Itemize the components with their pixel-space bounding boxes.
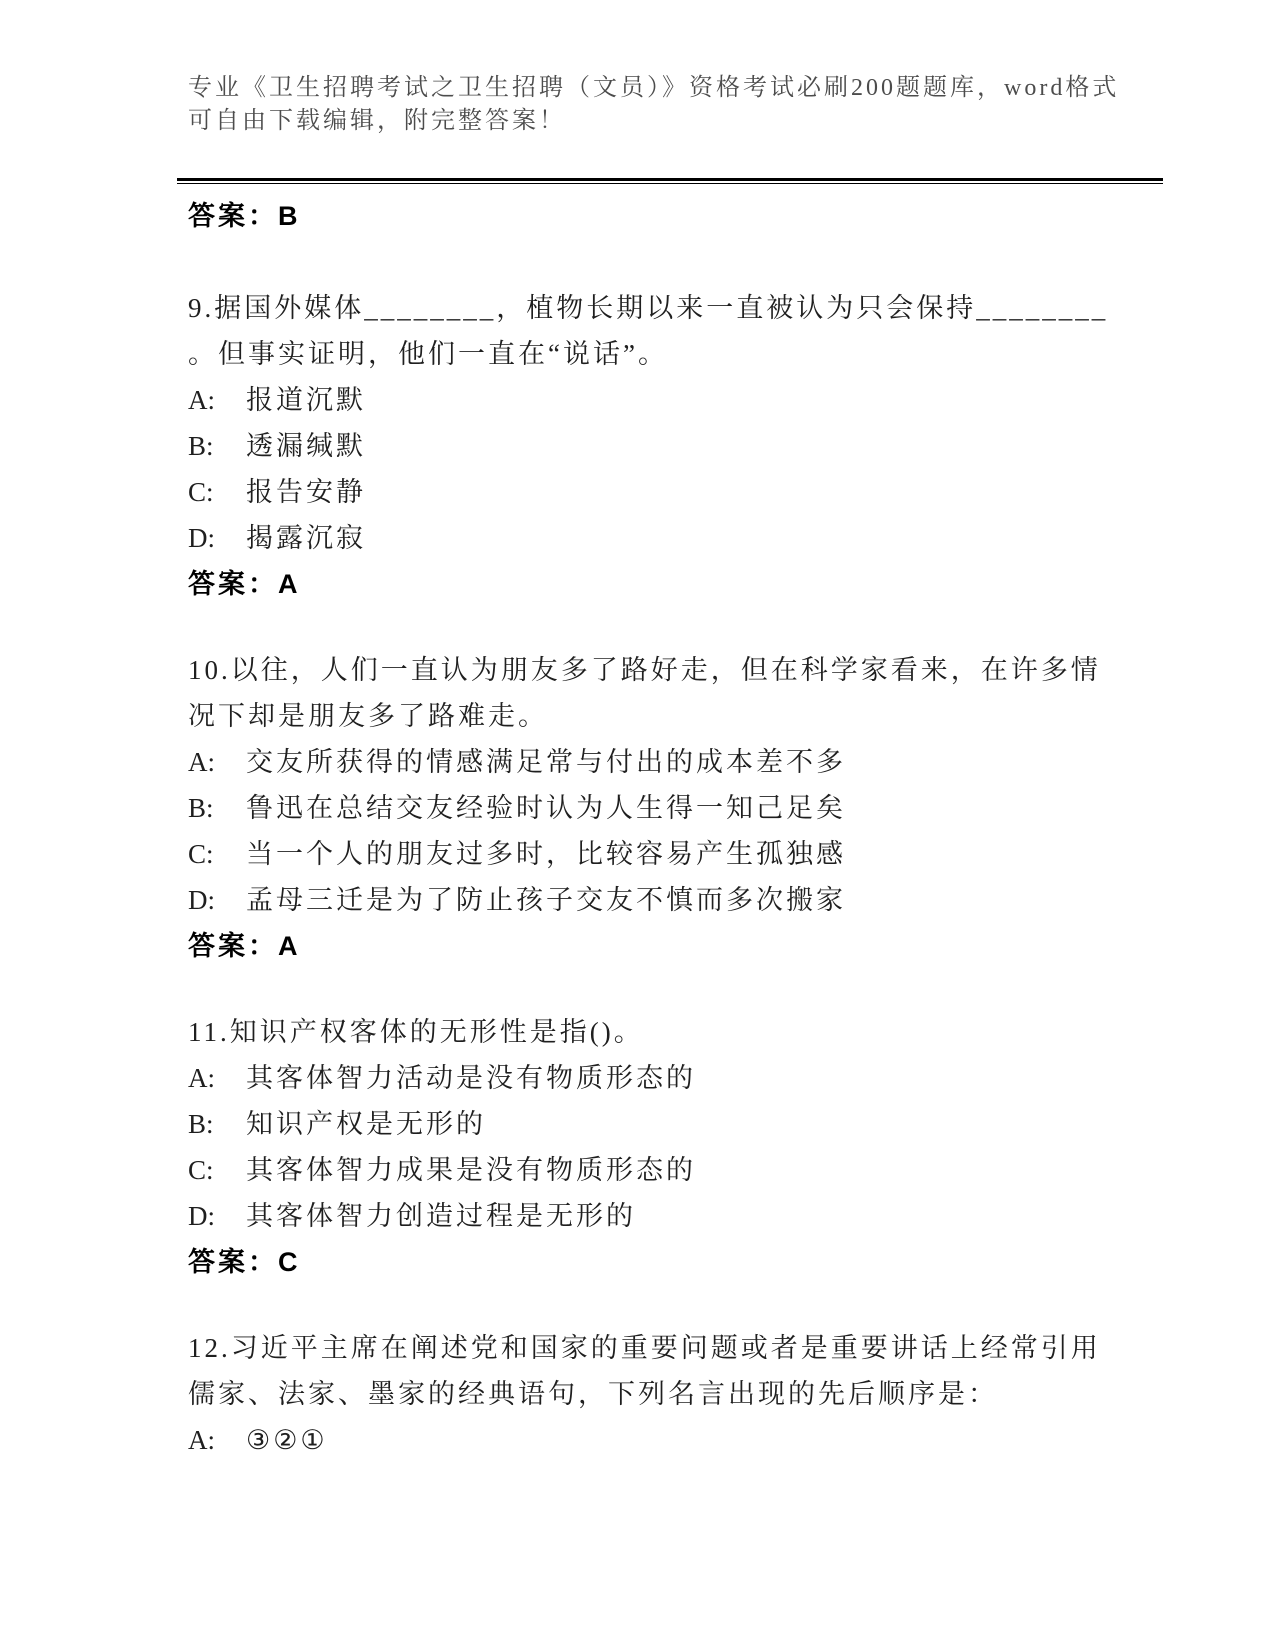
question-text-line: 12.习近平主席在阐述党和国家的重要问题或者是重要讲话上经常引用: [188, 1333, 1101, 1363]
option-text: 交友所获得的情感满足常与付出的成本差不多: [246, 747, 846, 777]
option-line: [188, 423, 1175, 469]
option-line: [188, 785, 1175, 831]
option-letter: C:: [188, 477, 214, 507]
question-text-line: 。但事实证明，他们一直在“说话”。: [188, 339, 668, 369]
option-letter: D:: [188, 523, 215, 553]
option-text: 当一个人的朋友过多时，比较容易产生孤独感: [246, 839, 846, 869]
option-letter: C:: [188, 1155, 214, 1185]
question-text-line: 9.据国外媒体________，植物长期以来一直被认为只会保持________: [188, 293, 1109, 323]
option-text: 孟母三迁是为了防止孩子交友不慎而多次搬家: [246, 885, 846, 915]
question-text-line: 10.以往，人们一直认为朋友多了路好走，但在科学家看来，在许多情: [188, 655, 1101, 685]
answer-value: B: [278, 201, 301, 231]
option-text: 其客体智力活动是没有物质形态的: [246, 1063, 696, 1093]
header-line-2: 可自由下载编辑，附完整答案！: [188, 108, 566, 134]
option-line: [188, 377, 1175, 423]
option-letter: A:: [188, 1063, 215, 1093]
question-text-line: 况下却是朋友多了路难走。: [188, 701, 548, 731]
header-rule-thin-line: [177, 183, 1163, 184]
option-line: [188, 1417, 1175, 1463]
option-line: [188, 1147, 1175, 1193]
option-letter: A:: [188, 747, 215, 777]
question-block: [188, 285, 1175, 607]
option-text: 揭露沉寂: [246, 523, 366, 553]
option-line: [188, 1055, 1175, 1101]
header-rule: [177, 178, 1163, 184]
header-line-1: 专业《卫生招聘考试之卫生招聘（文员）》资格考试必刷200题题库，word格式: [188, 75, 1120, 101]
option-line: [188, 469, 1175, 515]
option-letter: B:: [188, 1109, 214, 1139]
question-block: [188, 1009, 1175, 1285]
option-line: [188, 877, 1175, 923]
answer-label: 答案：: [188, 1247, 278, 1277]
question-list: [188, 285, 1175, 1463]
option-text: 报道沉默: [246, 385, 366, 415]
option-text: 报告安静: [246, 477, 366, 507]
question-block: [188, 647, 1175, 969]
option-line: [188, 739, 1175, 785]
option-letter: A:: [188, 385, 215, 415]
answer-value: A: [278, 569, 301, 599]
option-line: [188, 515, 1175, 561]
option-letter: A:: [188, 1425, 215, 1455]
option-line: [188, 1101, 1175, 1147]
answer-value: C: [278, 1247, 301, 1277]
answer-label: 答案：: [188, 569, 278, 599]
answer-line: [188, 923, 1175, 969]
answer-line: [188, 561, 1175, 607]
option-text: ③②①: [246, 1425, 328, 1455]
option-text: 其客体智力创造过程是无形的: [246, 1201, 636, 1231]
answer-label: 答案：: [188, 201, 278, 231]
answer-label: 答案：: [188, 931, 278, 961]
page-header: [188, 72, 1175, 138]
option-letter: D:: [188, 1201, 215, 1231]
option-letter: B:: [188, 793, 214, 823]
option-letter: B:: [188, 431, 214, 461]
option-line: [188, 1193, 1175, 1239]
option-text: 鲁迅在总结交友经验时认为人生得一知己足矣: [246, 793, 846, 823]
answer-line: [188, 193, 1175, 239]
answer-line: [188, 1239, 1175, 1285]
option-letter: D:: [188, 885, 215, 915]
question-text-line: 儒家、法家、墨家的经典语句，下列名言出现的先后顺序是：: [188, 1379, 998, 1409]
answer-value: A: [278, 931, 301, 961]
question-text-line: 11.知识产权客体的无形性是指()。: [188, 1017, 644, 1047]
question-block: [188, 1325, 1175, 1463]
option-line: [188, 831, 1175, 877]
option-text: 其客体智力成果是没有物质形态的: [246, 1155, 696, 1185]
option-letter: C:: [188, 839, 214, 869]
option-text: 透漏缄默: [246, 431, 366, 461]
option-text: 知识产权是无形的: [246, 1109, 486, 1139]
